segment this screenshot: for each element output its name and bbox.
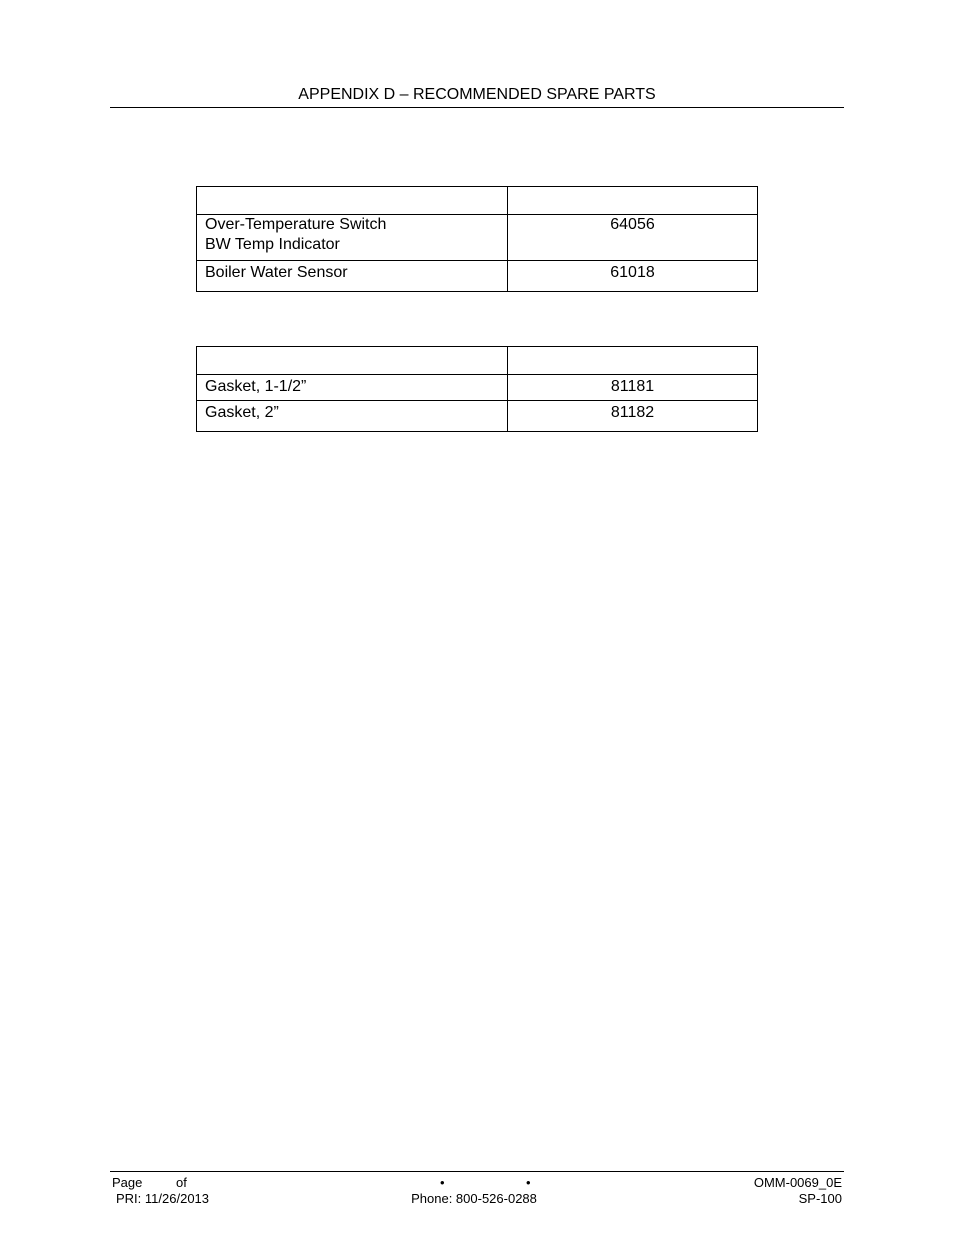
part-number: 64056 [508,215,758,261]
footer-center [370,1175,578,1207]
document-number: OMM-0069_0E [753,1175,842,1190]
part-description-line: BW Temp Indicator [205,236,340,253]
table-header-row [197,187,758,215]
page-header [110,85,844,108]
footer-left [112,1175,209,1207]
pri-line [112,1191,209,1207]
bullet-separator: • [526,1175,531,1190]
part-number: 81182 [508,401,758,432]
bullet-separator: • [440,1175,445,1190]
table-row [197,261,758,292]
table-row [197,375,758,401]
header-cell-part-number [508,187,758,215]
page-footer [110,1171,844,1206]
header-cell-part-number [508,347,758,375]
phone-number: Phone: 800-526-0288 [411,1191,537,1206]
part-description [197,215,508,261]
header-cell-description [197,347,508,375]
page-title: APPENDIX D – RECOMMENDED SPARE PARTS [298,86,656,103]
spare-parts-table-controls [196,186,758,292]
table-header-row [197,347,758,375]
pri-date: 11/26/2013 [144,1191,210,1206]
page-number-line [112,1175,209,1191]
page-label: Page [112,1175,143,1190]
part-description: Gasket, 1-1/2” [197,375,508,401]
of-label: of [176,1175,187,1190]
spare-parts-table-gaskets [196,346,758,432]
table-row [197,215,758,261]
table-row [197,401,758,432]
footer-right [754,1175,842,1207]
bullet-row [370,1175,578,1191]
part-description: Gasket, 2” [197,401,508,432]
part-number: 61018 [508,261,758,292]
pri-label: PRI: [116,1191,142,1206]
model-number: SP-100 [798,1191,842,1206]
header-cell-description [197,187,508,215]
part-description: Boiler Water Sensor [197,261,508,292]
part-number: 81181 [508,375,758,401]
part-description-line: Over-Temperature Switch [205,216,387,233]
